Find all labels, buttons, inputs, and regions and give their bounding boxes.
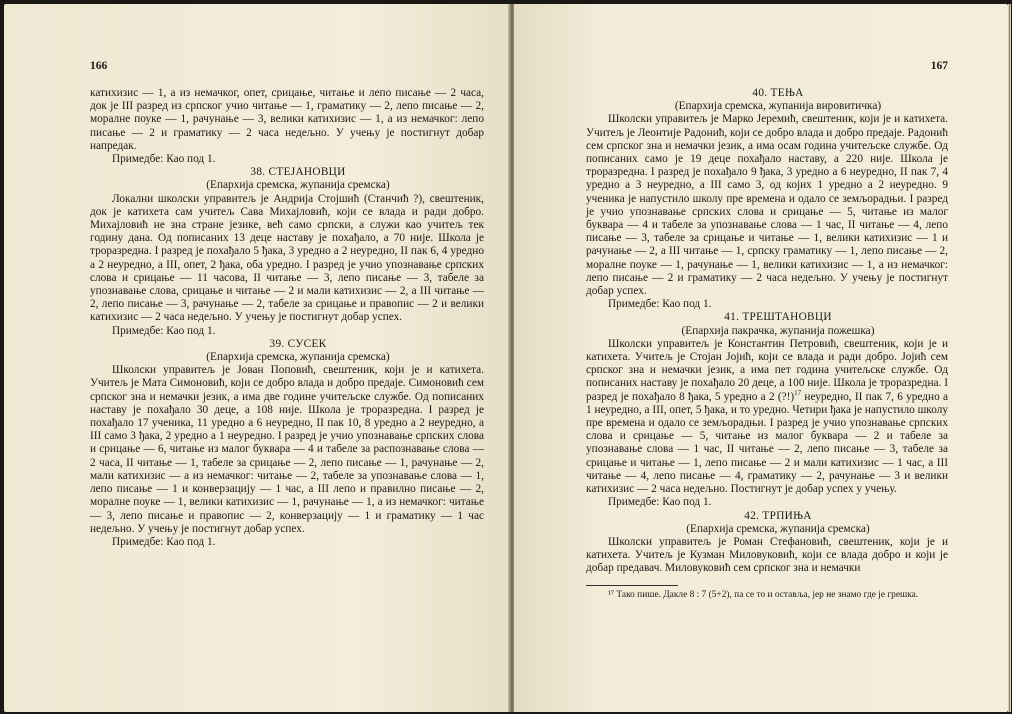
remarks-line-39: Примедбе: Као под 1. — [112, 535, 216, 548]
right-page — [514, 4, 1008, 712]
section-text-42: Школски управитељ је Роман Стефановић, свештеник, који је и катихета. Учитељ је Кузман Миловуковић, који се влада добро и који је добар предавач. Миловуковић сем српског зна и немачки — [586, 535, 948, 575]
section-text-41-part2: неуредно, II пак 7, 6 уредно а 1 неуредно, а III, опет, 5 ђака, и то уредно. Четири ђака је напустило школу пре времена и одало се земљорадњи. I разред је учио упознавање српских слова и срицање — 5, читање из малог буквара — 2 и табеле за упознавање слова — 1 час, II читање — 2, лепо писање — 3, табеле за срицање и читање — 1, лепо писање — 2 и мали катихизис — 1 час, а III читање — 4, лепо писање — 4, граматику — 2, рачунање — 3 и велики катихизис — 2 часа недељно. Постигнут је добар успех у учењу. — [586, 390, 948, 496]
section-text-38: Локални школски управитељ је Андрија Стојшић (Станчић ?), свештеник, док је катихета сам учитељ Сава Михајловић, који се влада и ради добро. Михајловић не зна стране језике, већ само српски, а служи као учитељ тек годину дана. Од пописаних 13 деце наставу је похађало, а 70 није. Школа је трoразредна. I разред је похађало 5 ђака, 3 уредно а 2 неуредно, II пак 6, 4 уредно а 2 неуредно, а III, опет, 2 ђака, оба уредно. I разред је учио упознавање српских слова и срицање — 11 часова, II читање — 3, лепо писање — 3, табеле за упознавање слова, срицање и читање — 2 и мали катихизис — 2, а III читање — 2, лепо писање — 3, рачунање — 2, табеле за срицање и правопис — 2 и велики катихизис — 2 часа недељно. У учењу је постигнут добар успех. — [90, 192, 484, 324]
left-page-body — [90, 87, 484, 549]
remarks-line-38: Примедбе: Као под 1. — [112, 324, 216, 337]
page-number-right: 167 — [930, 60, 948, 72]
section-text-41 — [586, 338, 948, 496]
section-heading-39: 39. СУСЕК — [269, 337, 327, 350]
remarks-line-41: Примедбе: Као под 1. — [608, 496, 712, 509]
left-page — [4, 4, 510, 712]
section-heading-42: 42. ТРПИЊА — [744, 509, 812, 522]
section-subtitle-38: (Епархија сремска, жупанија сремска) — [206, 179, 390, 192]
footnote-marker-17: 17 — [794, 388, 802, 397]
section-heading-40: 40. ТЕЊА — [752, 87, 804, 99]
section-heading-41: 41. ТРЕШТАНОВЦИ — [724, 311, 832, 324]
section-subtitle-40: (Епархија сремска, жупанија вировитичка) — [674, 100, 882, 113]
section-subtitle-41: (Епархија пакрачка, жупанија пожешка) — [681, 324, 875, 337]
section-text-39: Школски управитељ је Јован Поповић, свештеник, који је и катихета. Учитељ је Мата Симоновић, који се добро влада и добро предаје. Симоновић сем српског зна и немачки језик, а има две године учитељске службе. Од пописаних наставу је похађало 30 деце, а 108 није. Школа је трoразредна. I разред је похађало 17 ученика, 11 уредно а 6 неуредно, II пак 10, 8 уредно а 2 неуредно, а III само 3 ђака, 2 уредно а 1 неуредно. I разред је учио упознавање српских слова и срицање — 6, читање из малог буквара — 4 и табеле за распознавање слова — 2 часа, II читање — 1, табеле за срицање — 2, лепо писање — 1, рачунање — 2, мали катихизис — а из немачког: читање — 2, табеле за упознавање слова — 1, лепо писање — 1 и конверзацију — 1 час, а III лепо и правилно писање — 2, моралне поуке — 1, велики катихизис — 1, рачунање — 1, а из немачког: читање — 3, лепо писање и правопис — 2, конверзацију — 1 и граматику — 1 час недељно. У учењу је постигнут добар успех. — [90, 364, 484, 535]
page-number-left: 166 — [90, 60, 108, 72]
section-subtitle-39: (Епархија сремска, жупанија сремска) — [206, 351, 390, 364]
footnote-rule — [586, 585, 678, 586]
footnote-17: ¹⁷ Тако пише. Дакле 8 : 7 (5+2), па се то и оставља, јер не знамо где је грешка. — [608, 589, 919, 600]
remarks-line-40: Примедбе: Као под 1. — [608, 298, 712, 311]
continued-paragraph: катихизис — 1, а из немачког, опет, срицање, читање и лепо писање — 2 часа, док је III разред из српског учио читање — 1, граматику — 2, лепо писање — 2, моралне поуке — 1, рачунање — 3, велики катихизис — 1, а из немачког: лепо писање — 2 и граматику — 2 часа недељно. У учењу је постигнут добар напредак. — [90, 87, 484, 152]
page-edges — [1008, 4, 1011, 712]
section-text-41-part1: Школски управитељ је Константин Петровић, свештеник, који је и катихета. Учитељ је Стојан Јојић, који се влада и ради добро. Јојић сем српског зна и немачки језик, а има пет година учитељске службе. Од пописаних наставу је похађало 20 деце, а 100 није. Школа је трoразредна. I разред је похађало 8 ђака, 5 уредно а 2 (?!) — [586, 337, 948, 403]
section-subtitle-42: (Епархија сремска, жупанија сремска) — [686, 522, 870, 535]
section-text-40: Школски управитељ је Марко Јеремић, свештеник, који је и катихета. Учитељ је Леонтије Радонић, који се добро влада и добро предаје. Радонић сем српског зна и немачки језик, а има осам година учитељске службе. Од пописаних само је 19 деце похађало наставу, а 220 није. Школа је трoразредна. I разред је похађало 9 ђака, 3 уредно а 6 неуредно, II пак 7, 4 уредно а 3 неуредно, а III само 3, од којих 1 уредно а 2 неуредно. 9 ученика је напустило школу пре времена и одало се земљорадњи. I разред је учио упознавање српских слова и срицање — 5, читање из малог буквара — 4 и табеле за упознавање слова — 1 час, II читање — 4, лепо писање — 3, табеле за срицање и читање — 1, велики катихизис — 1 и рачунање — 2, а III читање — 1, српску граматику — 1, лепо писање — 2, моралне поуке — 1, рачунање — 1, велики катихизис — 1, а из немачког: лепо писање — 2 и граматику — 2 часа недељно. У учењу је постигнут добар успех. — [586, 113, 948, 298]
right-page-body — [586, 87, 948, 601]
section-heading-38: 38. СТЕЈАНОВЦИ — [250, 166, 346, 179]
remarks-line: Примедбе: Као под 1. — [112, 153, 216, 166]
